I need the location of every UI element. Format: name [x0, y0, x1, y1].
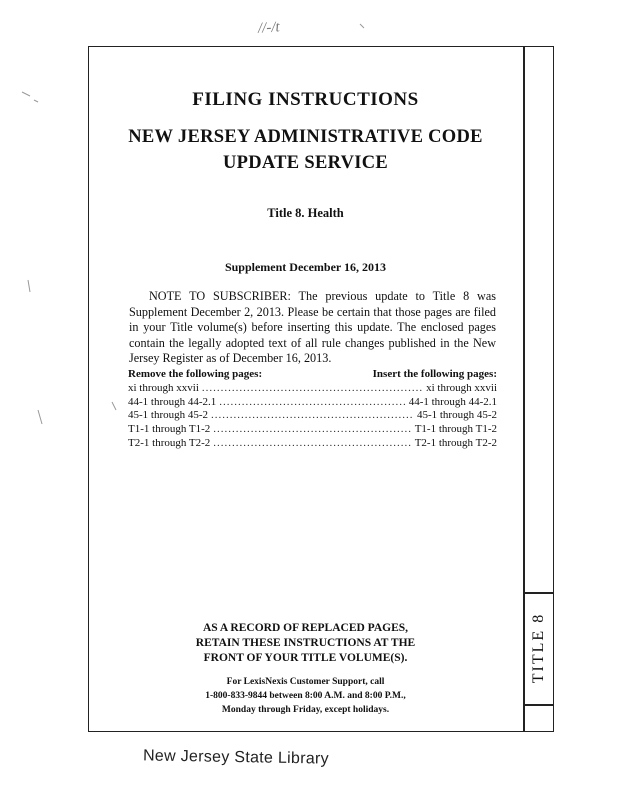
code-title-line-1: NEW JERSEY ADMINISTRATIVE CODE — [128, 127, 483, 147]
dot-leader — [211, 409, 414, 423]
scan-speck — [360, 24, 364, 28]
tab-rule-bottom — [523, 704, 554, 706]
page-title: FILING INSTRUCTIONS — [192, 89, 419, 110]
dot-leader — [213, 437, 411, 451]
library-stamp: New Jersey State Library — [142, 747, 330, 768]
scan-speck — [34, 100, 38, 102]
insert-range: 44-1 through 44-2.1 — [408, 395, 497, 408]
insert-range: 45-1 through 45-2 — [416, 409, 497, 422]
table-row — [128, 396, 497, 410]
table-row — [128, 382, 497, 396]
title-heading: Title 8. Health — [267, 206, 344, 220]
record-line-2: RETAIN THESE INSTRUCTIONS AT THE — [195, 637, 416, 649]
tab-divider — [523, 46, 525, 732]
pages-table-header — [128, 368, 497, 382]
remove-range: T2-1 through T2-2 — [128, 436, 211, 449]
code-title — [88, 124, 523, 176]
record-instructions — [88, 621, 523, 666]
tab-rule-top — [523, 592, 554, 594]
dot-leader — [219, 396, 405, 410]
support-line-1: For LexisNexis Customer Support, call — [226, 677, 385, 687]
handwritten-note: //-/t — [257, 19, 281, 37]
table-row — [128, 409, 497, 423]
record-line-3: FRONT OF YOUR TITLE VOLUME(S). — [203, 652, 408, 664]
tab-label-title: TITLE 8 — [530, 612, 547, 684]
dot-leader — [213, 423, 411, 437]
customer-support — [88, 675, 523, 717]
record-line-1: AS A RECORD OF REPLACED PAGES, — [202, 622, 409, 634]
remove-header: Remove the following pages: — [128, 368, 263, 380]
remove-range: T1-1 through T1-2 — [128, 423, 211, 436]
dot-leader — [202, 382, 423, 396]
remove-range: xi through xxvii — [128, 381, 199, 394]
table-row — [128, 423, 497, 437]
table-row — [128, 437, 497, 451]
subscriber-note-text: NOTE TO SUBSCRIBER: The previous update to Title 8 was Supplement December 2, 2013. Please be certain that those pages are filed in your Title volume(s) before inserting this update. The enclosed pages contain the legally adopted text of all rule changes published in the New Jersey Register as of December 16, 2013. — [129, 289, 496, 365]
scan-speck — [38, 410, 42, 424]
code-title-line-2: UPDATE SERVICE — [222, 153, 389, 173]
insert-range: xi through xxvii — [426, 381, 497, 394]
support-line-3: Monday through Friday, except holidays. — [221, 705, 390, 715]
remove-range: 45-1 through 45-2 — [128, 409, 209, 422]
support-line-2: 1-800-833-9844 between 8:00 A.M. and 8:00 P.M., — [205, 691, 406, 701]
insert-range: T2-1 through T2-2 — [414, 436, 497, 449]
scan-speck — [28, 280, 30, 292]
pages-table — [128, 368, 497, 451]
supplement-date: Supplement December 16, 2013 — [224, 260, 387, 274]
remove-range: 44-1 through 44-2.1 — [128, 395, 217, 408]
insert-range: T1-1 through T1-2 — [414, 423, 497, 436]
subscriber-note — [129, 289, 496, 367]
scan-speck — [22, 92, 30, 96]
insert-header: Insert the following pages: — [372, 368, 497, 380]
